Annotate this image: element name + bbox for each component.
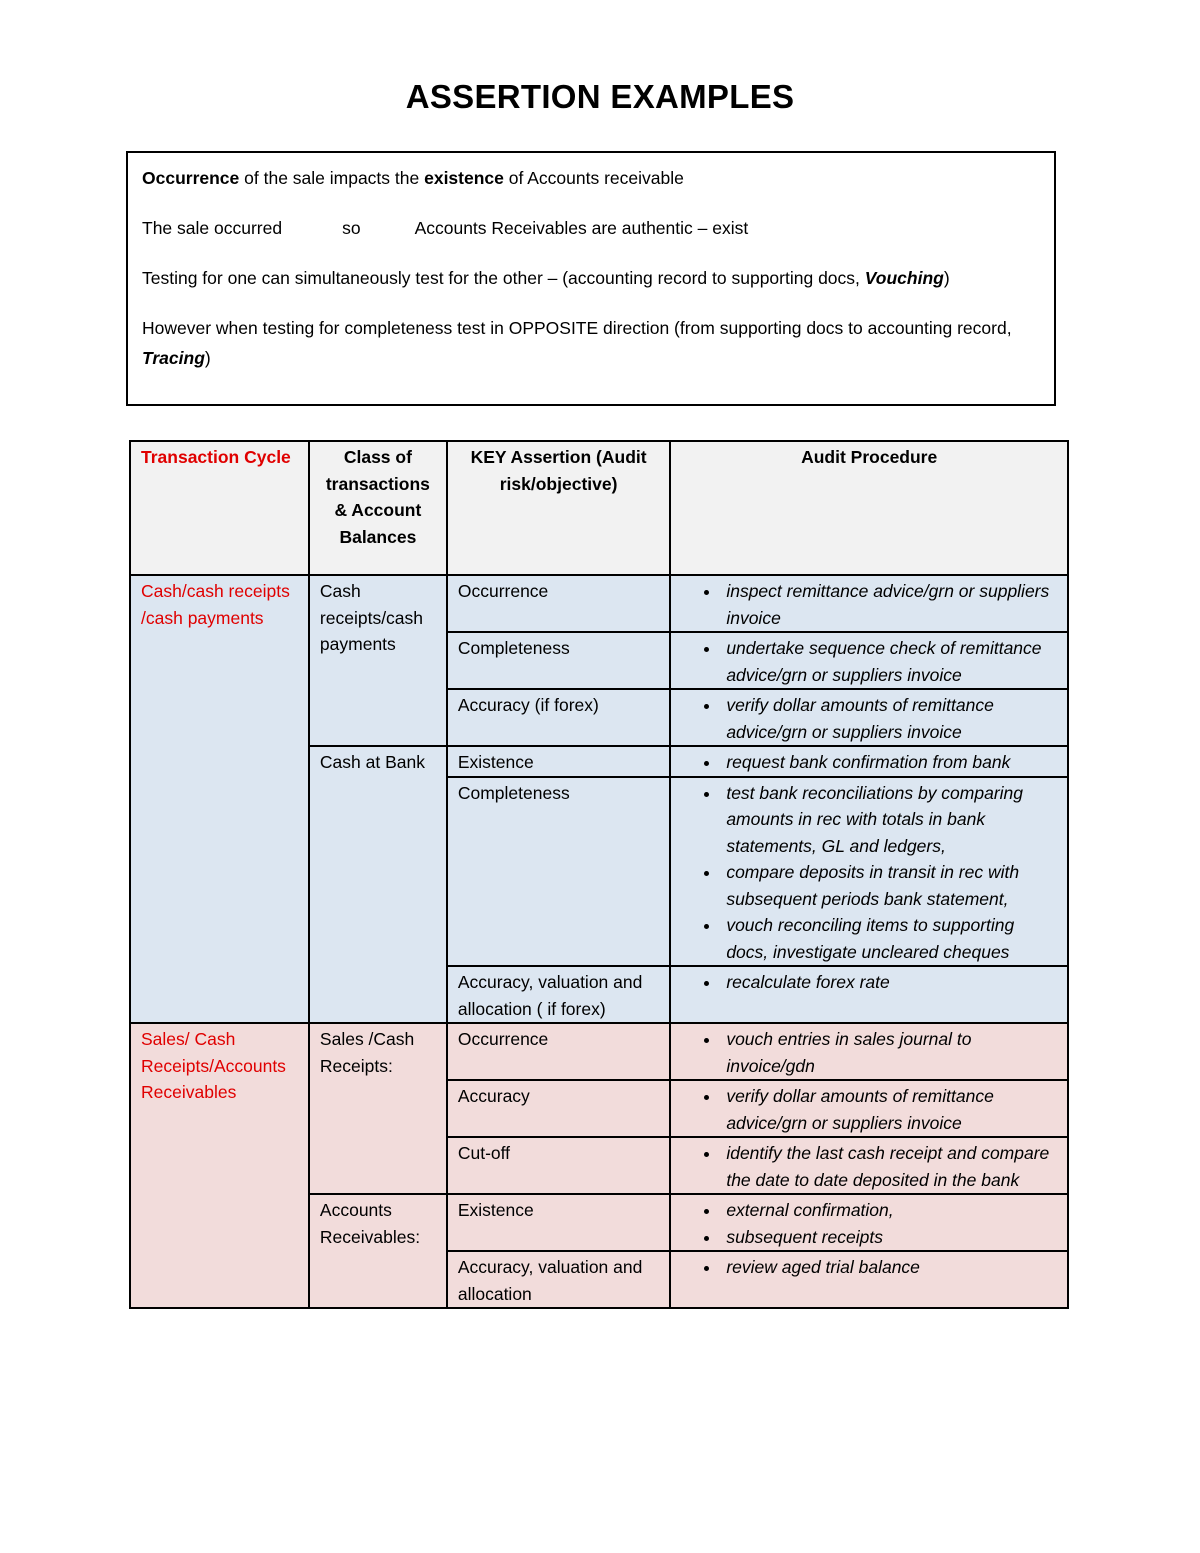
procedure-cell	[670, 1023, 1068, 1080]
class-cell: Accounts Receivables:	[309, 1194, 447, 1308]
procedure-item: • recalculate forex rate	[721, 969, 1057, 996]
assertion-cell: Accuracy, valuation and allocation ( if forex)	[447, 966, 670, 1023]
assertion-cell: Existence	[447, 1194, 670, 1251]
procedure-cell	[670, 746, 1068, 777]
header-class: Class of transactions & Account Balances	[309, 441, 447, 575]
existence-term: existence	[424, 168, 504, 188]
procedure-cell	[670, 1194, 1068, 1251]
procedure-cell	[670, 777, 1068, 967]
procedure-item: • compare deposits in transit in rec with subsequent periods bank statement,	[721, 859, 1057, 912]
procedure-list	[681, 635, 1057, 688]
intro-line-4: However when testing for completeness test in OPPOSITE direction (from supporting docs to accounting record, Tracing)	[142, 318, 1012, 368]
procedure-item: • vouch reconciling items to supporting docs, investigate uncleared cheques	[721, 912, 1057, 965]
header-procedure: Audit Procedure	[670, 441, 1068, 575]
assertion-table	[129, 440, 1069, 1309]
assertion-cell: Accuracy	[447, 1080, 670, 1137]
procedure-item: • vouch entries in sales journal to invoice/gdn	[721, 1026, 1057, 1079]
procedure-cell	[670, 1080, 1068, 1137]
table-row	[130, 1023, 1068, 1080]
procedure-cell	[670, 689, 1068, 746]
intro-line-3: Testing for one can simultaneously test for the other – (accounting record to supporting docs, Vouching)	[142, 268, 950, 288]
procedure-item: • review aged trial balance	[721, 1254, 1057, 1281]
intro-line-1: Occurrence of the sale impacts the existence of Accounts receivable	[142, 168, 684, 188]
assertion-cell: Occurrence	[447, 1023, 670, 1080]
table-body	[130, 575, 1068, 1308]
table-row	[130, 575, 1068, 632]
assertion-cell: Accuracy, valuation and allocation	[447, 1251, 670, 1308]
header-assertion: KEY Assertion (Audit risk/objective)	[447, 441, 670, 575]
page-title: ASSERTION EXAMPLES	[405, 78, 795, 115]
assertion-cell: Existence	[447, 746, 670, 777]
procedure-list	[681, 780, 1057, 966]
procedure-cell	[670, 632, 1068, 689]
assertion-cell: Completeness	[447, 777, 670, 967]
procedure-list	[681, 749, 1057, 776]
table-header-row	[130, 441, 1068, 575]
vouching-term: Vouching	[864, 268, 944, 288]
procedure-item: • undertake sequence check of remittance advice/grn or suppliers invoice	[721, 635, 1057, 688]
procedure-item: • verify dollar amounts of remittance advice/grn or suppliers invoice	[721, 692, 1057, 745]
header-transaction-cycle: Transaction Cycle	[130, 441, 309, 575]
procedure-list	[681, 1083, 1057, 1136]
transaction-cycle-cell: Sales/ Cash Receipts/Accounts Receivables	[130, 1023, 309, 1308]
class-cell: Cash at Bank	[309, 746, 447, 1023]
procedure-list	[681, 1254, 1057, 1281]
procedure-list	[681, 578, 1057, 631]
procedure-cell	[670, 1137, 1068, 1194]
procedure-item: • verify dollar amounts of remittance advice/grn or suppliers invoice	[721, 1083, 1057, 1136]
class-cell: Cash receipts/cash payments	[309, 575, 447, 746]
assertion-cell: Cut-off	[447, 1137, 670, 1194]
procedure-cell	[670, 575, 1068, 632]
procedure-list	[681, 692, 1057, 745]
occurrence-term: Occurrence	[142, 168, 240, 188]
assertion-cell: Completeness	[447, 632, 670, 689]
procedure-cell	[670, 966, 1068, 1023]
assertion-cell: Accuracy (if forex)	[447, 689, 670, 746]
procedure-item: • identify the last cash receipt and compare the date to date deposited in the bank	[721, 1140, 1057, 1193]
procedure-item: • external confirmation,	[721, 1197, 1057, 1224]
procedure-list	[681, 1197, 1057, 1250]
procedure-item: • subsequent receipts	[721, 1224, 1057, 1251]
procedure-list	[681, 969, 1057, 996]
transaction-cycle-cell: Cash/cash receipts /cash payments	[130, 575, 309, 1023]
intro-line-2: The sale occurred so Accounts Receivables are authentic – exist	[142, 218, 749, 238]
procedure-list	[681, 1026, 1057, 1079]
procedure-item: • test bank reconciliations by comparing amounts in rec with totals in bank statements, GL and ledgers,	[721, 780, 1057, 860]
class-cell: Sales /Cash Receipts:	[309, 1023, 447, 1194]
intro-box	[126, 151, 1056, 406]
procedure-cell	[670, 1251, 1068, 1308]
tracing-term: Tracing	[142, 348, 205, 368]
procedure-item: • request bank confirmation from bank	[721, 749, 1057, 776]
procedure-list	[681, 1140, 1057, 1193]
procedure-item: • inspect remittance advice/grn or suppliers invoice	[721, 578, 1057, 631]
assertion-cell: Occurrence	[447, 575, 670, 632]
